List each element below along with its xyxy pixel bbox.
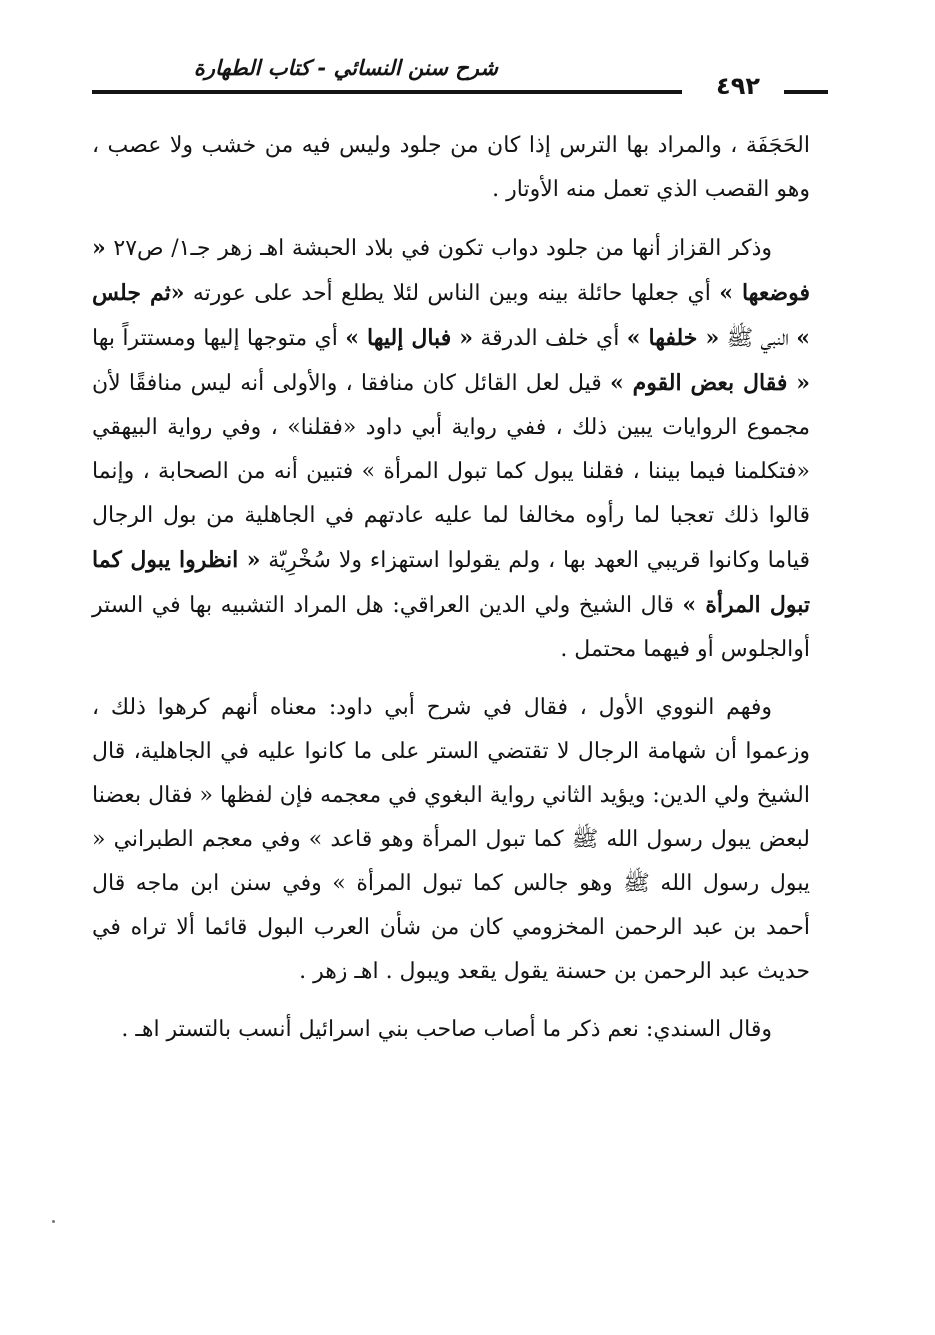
page-number: ٤٩٢ [716,72,760,100]
quoted-text: « فوضعها » [92,235,810,306]
quoted-text: « فقال بعض القوم » [610,370,810,396]
text-segment: قيل لعل القائل كان منافقا ، والأولى أنه ليس منافقًا لأن مجموع الروايات يبين ذلك ، ففي رواية أبي داود «فقلنا» ، وفي رواية البيهقي «فتكلمنا فيما بيننا ، فقلنا يبول كما تبول المرأة » فتبين أنه من الصحابة ، وإنما قالوا ذلك تعجبا لما رأوه مخالفا لما عليه عادتهم في الجاهلية من بول الرجال قياما وكانوا قريبي العهد بها ، ولم يقولوا استهزاء ولا سُخْرِيّة [92,371,810,573]
text-segment: وذكر القزاز أنها من جلود دواب تكون في بلاد الحبشة اهـ زهر جـ١/ ص٢٧ [105,236,772,261]
text-segment: النبي ﷺ [719,326,797,351]
scan-speck [52,1220,55,1223]
text-segment: وقال السندي: نعم ذكر ما أصاب صاحب بني اسرائيل أنسب بالتستر اهـ . [121,1017,772,1042]
text-segment: أي متوجها إليها ومستتراً بها [92,326,346,351]
paragraph-4 [92,1008,810,1052]
quoted-text: «ثم جلس » [92,280,810,351]
text-segment: أي خلف الدرقة [473,326,627,351]
text-segment: الحَجَفَة ، والمراد بها الترس إذا كان من جلود وليس فيه من خشب ولا عصب ، وهو القصب الذي تعمل منه الأوتار . [92,133,810,202]
page-header [92,52,828,100]
quoted-text: « انظروا يبول كما تبول المرأة » [92,547,810,618]
paragraph-1 [92,124,810,212]
text-segment: قال الشيخ ولي الدين العراقي: هل المراد التشبيه بها في الستر أوالجلوس أو فيهما محتمل . [92,593,810,662]
page-number-dash [784,90,828,94]
header-rule [92,90,682,94]
text-segment: أي جعلها حائلة بينه وبين الناس لئلا يطلع أحد على عورته [184,281,720,306]
body-text [92,124,810,1066]
quoted-text: « خلفها » [626,325,720,351]
quoted-text: « فبال إليها » [345,325,473,351]
text-segment: وفهم النووي الأول ، فقال في شرح أبي داود: معناه أنهم كرهوا ذلك ، وزعموا أن شهامة الرجال لا تقتضي الستر على ما كانوا عليه في الجاهلية، قال الشيخ ولي الدين: ويؤيد الثاني رواية البغوي في معجمه فإن لفظها « فقال بعضنا لبعض يبول رسول الله ﷺ كما تبول المرأة وهو قاعد » وفي معجم الطبراني « يبول رسول الله ﷺ وهو جالس كما تبول المرأة » وفي سنن ابن ماجه قال أحمد بن عبد الرحمن المخزومي كان من شأن العرب البول قائما ألا تراه في حديث عبد الرحمن بن حسنة يقول يقعد ويبول . اهـ زهر . [92,695,810,984]
paragraph-3 [92,686,810,994]
paragraph-2 [92,226,810,672]
running-title: شرح سنن النسائي - كتاب الطهارة [193,56,498,80]
